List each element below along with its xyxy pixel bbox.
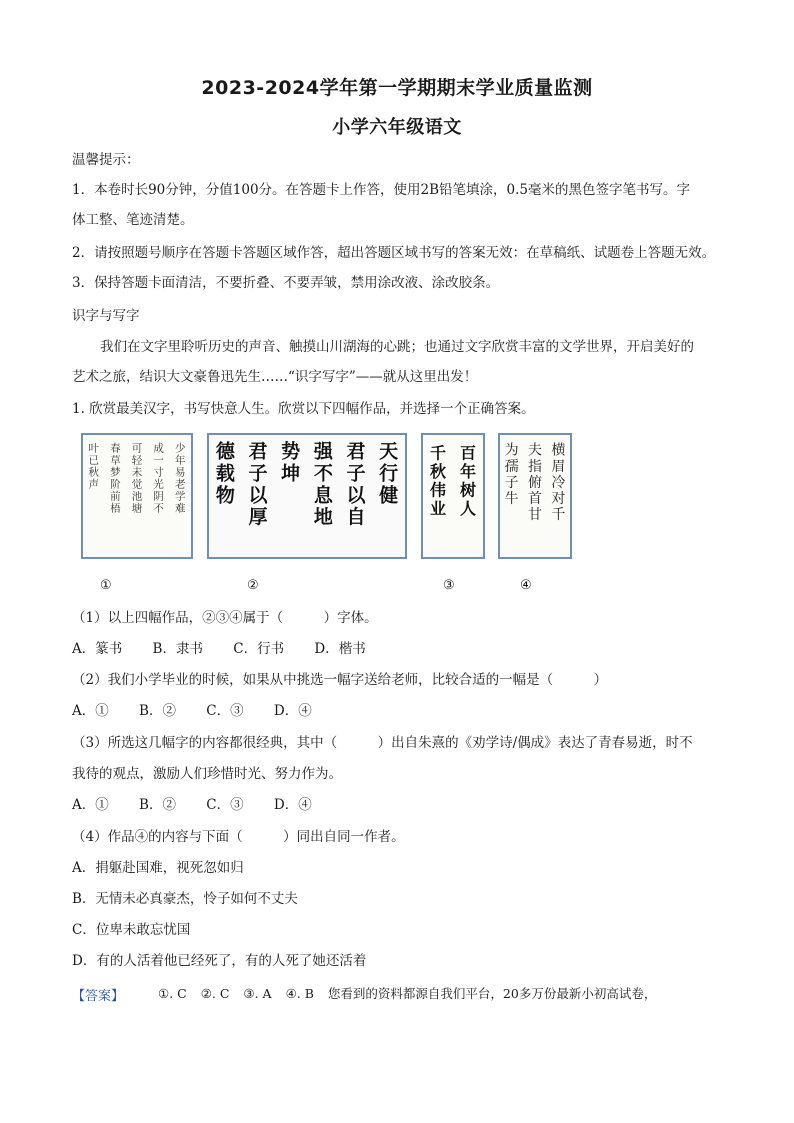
calligraphy-char: 难 [174,502,186,515]
calligraphy-char: 易 [174,466,186,479]
calligraphy-artwork-3 [421,433,485,559]
calligraphy-char: 孺 [504,458,519,475]
calligraphy-char: 梧 [110,502,121,515]
artwork-3-label: ③ [443,578,455,593]
calligraphy-char: 以 [248,484,268,507]
calligraphy-char: 势 [281,440,301,463]
calligraphy-char: 甘 [528,507,542,524]
calligraphy-char: 已 [88,454,100,467]
calligraphy-char: 天 [379,440,399,463]
section-intro-a: 我们在文字里聆听历史的声音、触摸山川湖海的心跳；也通过文字欣赏丰富的文学世界，开启美好的 [100,339,694,355]
calligraphy-char: 载 [215,462,235,485]
answer-item-4: ④. B [285,986,314,1001]
calligraphy-char: 千 [551,507,566,524]
calligraphy-char: 阶 [110,478,121,491]
calligraphy-char: 不 [153,502,164,515]
answer-item-2: ②. C [200,986,230,1001]
calligraphy-char: 未 [131,466,143,479]
calligraphy-char: 坤 [281,462,301,485]
calligraphy-char: 行 [379,462,399,485]
subquestion-2-stem: （2）我们小学毕业的时候，如果从中挑选一幅字送给老师，比较合适的一幅是（ ） [72,672,608,688]
calligraphy-char: 老 [174,478,186,491]
exam-title: 2023-2024学年第一学期期末学业质量监测 [201,77,593,99]
option-b[interactable]: B．隶书 [152,641,203,657]
calligraphy-char: 池 [131,490,143,503]
calligraphy-artwork-4 [498,433,572,559]
calligraphy-char: 可 [131,442,143,455]
option-c[interactable]: C．③ [206,797,244,813]
option-d[interactable]: D．④ [273,797,312,813]
calligraphy-char: 秋 [88,466,100,479]
question-1-stem: 1. 欣赏最美汉字，书写快意人生。欣赏以下四幅作品，并选择一个正确答案。 [72,401,535,417]
subquestion-2-options [72,701,732,721]
option-d[interactable]: D．楷书 [314,641,366,657]
subquestion-3-options [72,795,732,815]
calligraphy-char: 前 [110,490,121,503]
calligraphy-char: 光 [153,478,164,491]
calligraphy-char: 少 [174,442,186,455]
subquestion-3-stem-b: 我待的观点，激励人们珍惜时光、努力作为。 [72,766,342,782]
calligraphy-char: 德 [215,440,235,463]
calligraphy-char: 春 [110,442,121,455]
notice-item-3: 3．保持答题卡面清洁，不要折叠、不要弄皱，禁用涂改液、涂改胶条。 [72,275,500,291]
calligraphy-char: 夫 [528,442,542,459]
calligraphy-char: 寸 [153,466,164,479]
calligraphy-char: 为 [504,442,519,459]
option-a[interactable]: A．① [72,797,109,813]
answer-line [158,984,656,1002]
exam-subtitle: 小学六年级语文 [332,117,462,138]
subquestion-3-stem-a: （3）所选这几幅字的内容都很经典，其中（ ）出自朱熹的《劝学诗/偶成》表达了青春易逝，时不 [72,735,693,751]
calligraphy-char: 子 [346,462,366,485]
option-a[interactable]: A．① [72,703,109,719]
subquestion-4-option-b[interactable]: B．无情未必真豪杰，怜子如何不丈夫 [72,891,298,907]
calligraphy-char: 千 [429,443,447,463]
notice-item-2: 2．请按照题号顺序在答题卡答题区域作答，超出答题区域书写的答案无效：在草稿纸、试题卷上答题无效。 [72,245,716,261]
calligraphy-char: 梦 [110,466,121,479]
option-a[interactable]: A．篆书 [72,641,123,657]
calligraphy-char: 草 [110,454,121,467]
notice-label: 温馨提示： [72,152,140,168]
option-b[interactable]: B．② [139,703,176,719]
option-b[interactable]: B．② [139,797,176,813]
calligraphy-char: 成 [153,442,164,455]
calligraphy-char: 学 [174,490,186,503]
calligraphy-char: 伟 [429,480,447,500]
calligraphy-char: 子 [504,474,519,491]
answer-item-3: ③. A [243,986,272,1001]
calligraphy-char: 冷 [551,474,566,491]
calligraphy-char: 君 [248,440,268,463]
answer-tag: 【答案】 [72,989,125,1004]
calligraphy-char: 指 [528,458,542,475]
notice-item-1b: 体工整、笔迹清楚。 [72,212,194,228]
calligraphy-1-image [83,435,191,557]
subquestion-4-option-d[interactable]: D．有的人活着他已经死了，有的人死了她还活着 [72,953,367,969]
notice-item-1a: 1．本卷时长90分钟，分值100分。在答题卡上作答，使用2B铅笔填涂，0.5毫米的黑色签字笔书写。字 [72,182,691,198]
calligraphy-char: 强 [313,440,333,463]
calligraphy-char: 俯 [528,474,542,491]
calligraphy-char: 横 [551,442,566,459]
calligraphy-artwork-2 [207,433,407,559]
calligraphy-char: 以 [346,484,366,507]
answer-note: 您看到的资料都源自我们平台，20多万份最新小初高试卷， [327,986,657,1001]
calligraphy-char: 健 [379,484,399,507]
calligraphy-char: 牛 [504,490,519,507]
calligraphy-char: 息 [313,484,333,507]
calligraphy-char: 人 [459,498,477,518]
calligraphy-char: 树 [459,480,477,500]
calligraphy-char: 首 [528,490,542,507]
calligraphy-4-image [500,435,570,557]
calligraphy-3-image [423,435,483,557]
calligraphy-char: 声 [88,478,100,491]
calligraphy-char: 眉 [551,458,566,475]
calligraphy-char: 轻 [131,454,143,467]
subquestion-4-option-a[interactable]: A．捐躯赴国难，视死忽如归 [72,860,244,876]
calligraphy-char: 一 [153,454,164,467]
calligraphy-char: 叶 [88,442,100,455]
subquestion-1-options [72,639,732,659]
calligraphy-char: 厚 [248,506,268,529]
calligraphy-char: 业 [429,498,447,518]
artwork-2-label: ② [247,578,259,593]
calligraphy-char: 觉 [131,478,143,491]
calligraphy-char: 百 [459,443,477,463]
option-c[interactable]: C．③ [206,703,244,719]
artwork-1-label: ① [100,578,112,593]
calligraphy-char: 对 [551,490,566,507]
subquestion-4-stem: （4）作品④的内容与下面（ ）同出自同一作者。 [72,829,405,845]
subquestion-4-option-c[interactable]: C．位卑未敢忘忧国 [72,922,191,938]
calligraphy-artwork-1 [81,433,193,559]
section-intro-b: 艺术之旅，结识大文豪鲁迅先生……“识字写字”——就从这里出发！ [72,369,478,385]
calligraphy-char: 塘 [131,502,143,515]
calligraphy-char: 地 [313,506,333,529]
calligraphy-char: 不 [313,462,333,485]
answer-item-1: ①. C [158,986,187,1001]
calligraphy-char: 秋 [429,462,447,482]
calligraphy-2-image [209,435,405,557]
artwork-4-label: ④ [520,578,532,593]
section-heading: 识字与写字 [72,308,140,324]
calligraphy-char: 自 [346,506,366,529]
calligraphy-char: 子 [248,462,268,485]
option-d[interactable]: D．④ [273,703,312,719]
calligraphy-char: 年 [174,454,186,467]
subquestion-1-stem: （1）以上四幅作品，②③④属于（ ）字体。 [72,610,378,626]
calligraphy-char: 物 [215,484,235,507]
calligraphy-char: 年 [459,462,477,482]
option-c[interactable]: C．行书 [233,641,285,657]
calligraphy-char: 君 [346,440,366,463]
calligraphy-char: 阴 [153,490,164,503]
